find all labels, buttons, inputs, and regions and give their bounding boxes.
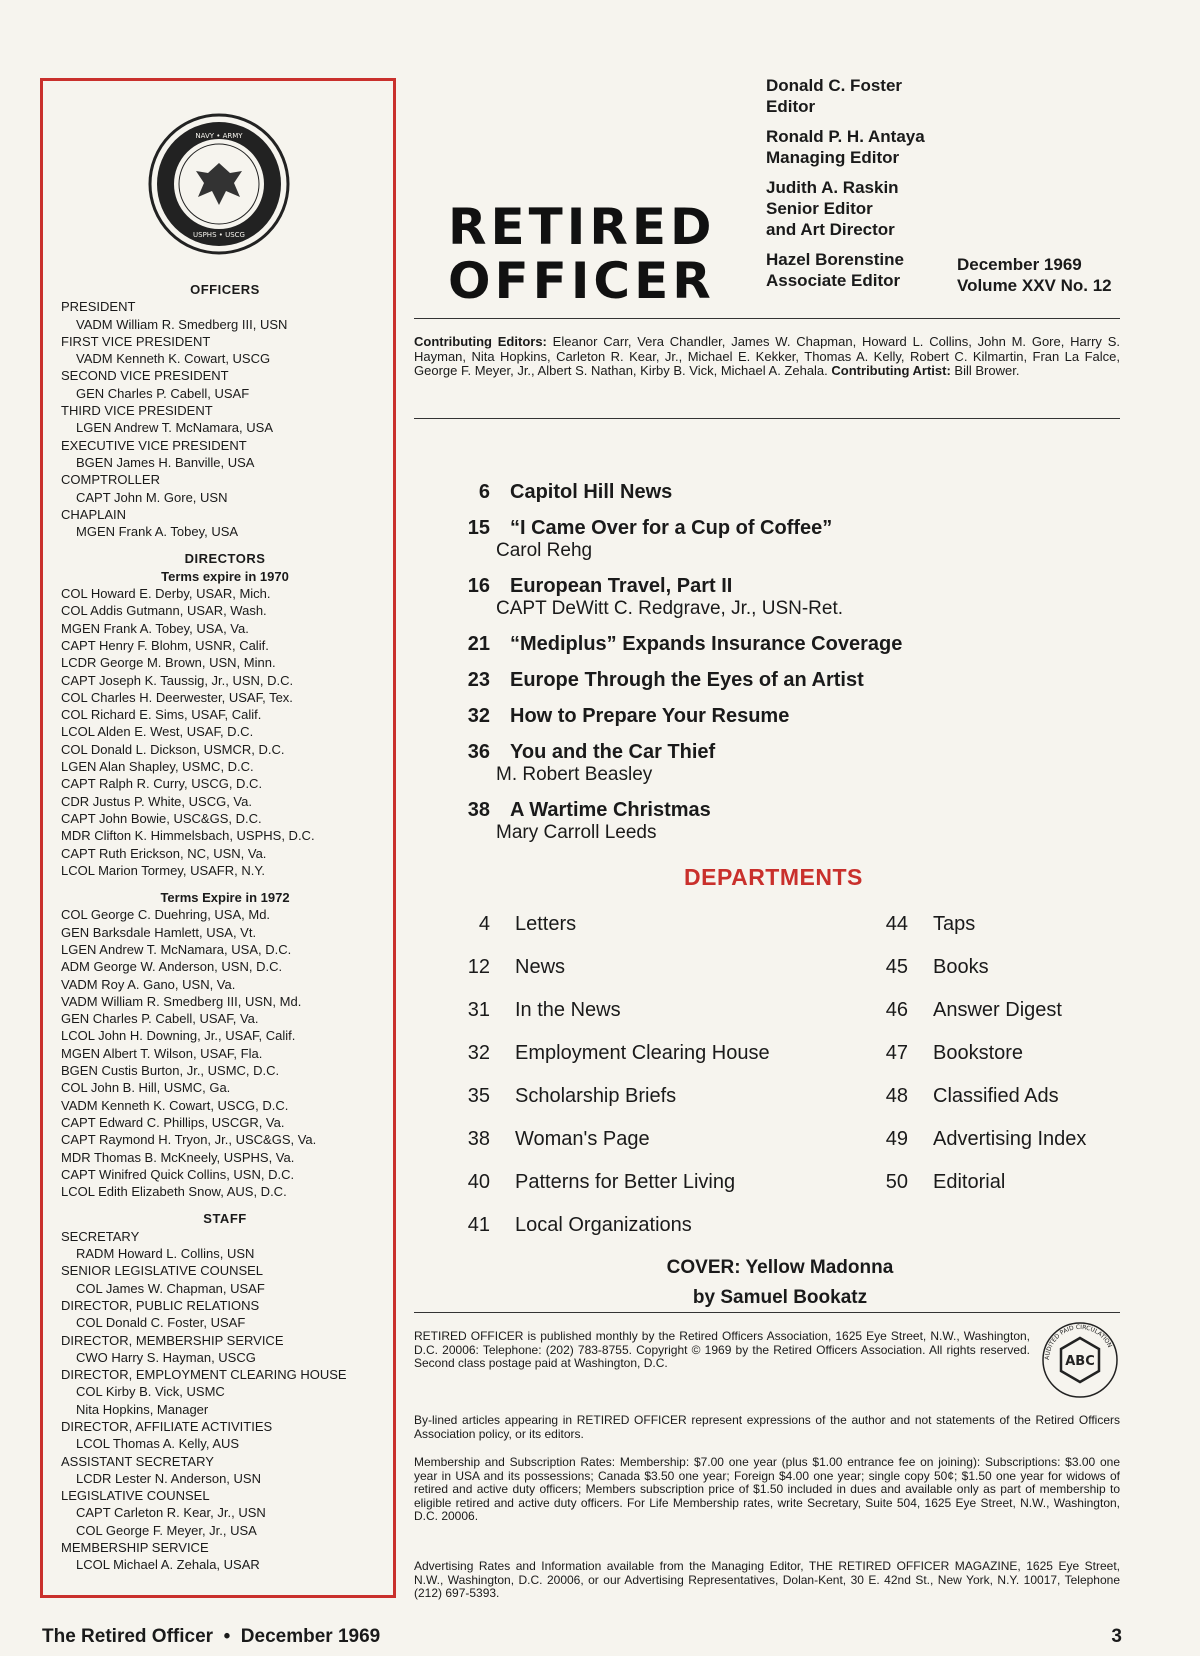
terms-1970-heading: Terms expire in 1970 xyxy=(161,568,289,584)
director-name: COL Donald L. Dickson, USMCR, D.C. xyxy=(61,741,285,757)
editor-list xyxy=(766,75,966,300)
department-page: 32 xyxy=(467,1042,490,1064)
director-name: LGEN Alan Shapley, USMC, D.C. xyxy=(61,759,254,775)
abc-seal-ring: AUDITED PAID CIRCULATION xyxy=(1043,1323,1114,1361)
divider xyxy=(414,1312,1120,1313)
publication-notice: RETIRED OFFICER is published monthly by the Retired Officers Association, 1625 Eye Street, N.W., Washington, D.C. 20006: Telephone: (202) 783-8755. Copyright © 1969 by the Retired Officers Association. All rights reserved. Second class postage paid at Washington, D.C. xyxy=(414,1329,1030,1371)
editor-title: Senior Editor and Art Director xyxy=(766,199,895,239)
departments-heading: DEPARTMENTS xyxy=(684,864,863,890)
article-page: 21 xyxy=(467,633,490,655)
department-page: 50 xyxy=(885,1171,908,1193)
department-label: In the News xyxy=(515,999,621,1021)
article-row xyxy=(440,668,1120,692)
staff-name: COL George F. Meyer, Jr., USA xyxy=(76,1522,257,1538)
article-entry xyxy=(440,668,1120,692)
director-name: CAPT Ralph R. Curry, USCG, D.C. xyxy=(61,776,263,792)
abc-seal-center: ABC xyxy=(1065,1354,1095,1369)
department-page: 49 xyxy=(885,1128,908,1150)
staff-name: CWO Harry S. Hayman, USCG xyxy=(76,1349,256,1365)
department-page: 40 xyxy=(467,1171,490,1193)
editor-title: Managing Editor xyxy=(766,148,900,167)
department-page: 35 xyxy=(467,1085,490,1107)
officer-role: EXECUTIVE VICE PRESIDENT xyxy=(61,437,247,453)
director-name: COL Howard E. Derby, USAR, Mich. xyxy=(61,586,271,602)
article-title: “Mediplus” Expands Insurance Coverage xyxy=(510,633,903,655)
director-name: COL George C. Duehring, USA, Md. xyxy=(61,907,271,923)
department-label: Editorial xyxy=(933,1171,1006,1193)
staff-name: LCDR Lester N. Anderson, USN xyxy=(76,1470,261,1486)
director-name: COL Richard E. Sims, USAF, Calif. xyxy=(61,707,262,723)
editor-name: Donald C. Foster xyxy=(766,76,903,95)
director-name: LCOL Alden E. West, USAF, D.C. xyxy=(61,724,254,740)
director-name: CAPT Henry F. Blohm, USNR, Calif. xyxy=(61,637,269,653)
officer-role: THIRD VICE PRESIDENT xyxy=(61,403,213,419)
editor-entry xyxy=(766,249,966,291)
divider xyxy=(414,418,1120,419)
officer-role: SECOND VICE PRESIDENT xyxy=(61,368,229,384)
contributors xyxy=(414,335,1120,379)
officers-heading: OFFICERS xyxy=(190,282,260,297)
department-label: Bookstore xyxy=(933,1042,1024,1064)
svg-text:NAVY • ARMY: NAVY • ARMY xyxy=(195,132,243,140)
svg-text:USPHS • USCG: USPHS • USCG xyxy=(193,231,245,239)
advertising-notice: Advertising Rates and Information available from the Managing Editor, THE RETIRED OFFICER MAGAZINE, 1625 Eye Street, N.W., Washington, D.C. 20006, or our Advertising Representatives, Dolan-Kent, 30 E. 42nd St., New York, N.Y. 10017, Telephone (212) 697-5393. xyxy=(414,1559,1120,1601)
director-name: CDR Justus P. White, USCG, Va. xyxy=(61,793,252,809)
cover-title: COVER: Yellow Madonna xyxy=(666,1257,894,1278)
department-label: Books xyxy=(933,956,989,978)
director-name: MGEN Albert T. Wilson, USAF, Fla. xyxy=(61,1045,263,1061)
article-entry xyxy=(440,574,1120,620)
director-name: LCOL Edith Elizabeth Snow, AUS, D.C. xyxy=(61,1184,287,1200)
article-entry xyxy=(440,704,1120,728)
officer-name: CAPT John M. Gore, USN xyxy=(76,489,228,505)
editor-title: Associate Editor xyxy=(766,271,901,290)
byline-notice: By-lined articles appearing in RETIRED OFFICER represent expressions of the author and not statements of the Retired Officers Association policy, or its editors. xyxy=(414,1413,1120,1441)
department-page: 12 xyxy=(467,956,490,978)
staff-role: DIRECTOR, MEMBERSHIP SERVICE xyxy=(61,1332,284,1348)
article-row xyxy=(440,798,1120,822)
article-row xyxy=(440,516,1120,540)
director-name: GEN Barksdale Hamlett, USA, Vt. xyxy=(61,924,257,940)
editor-name: Ronald P. H. Antaya xyxy=(766,127,925,146)
staff-list xyxy=(61,1228,389,1574)
article-page: 38 xyxy=(467,799,490,821)
cover-credit xyxy=(620,1253,940,1313)
editor-title: Editor xyxy=(766,97,816,116)
staff-role: SECRETARY xyxy=(61,1228,140,1244)
terms-1972-list xyxy=(61,906,389,1200)
department-page: 38 xyxy=(467,1128,490,1150)
director-name: COL John B. Hill, USMC, Ga. xyxy=(61,1080,231,1096)
department-label: Patterns for Better Living xyxy=(515,1171,736,1193)
department-label: Letters xyxy=(515,913,577,935)
editor-entry xyxy=(766,126,966,168)
department-label: Advertising Index xyxy=(933,1128,1087,1150)
director-name: LGEN Andrew T. McNamara, USA, D.C. xyxy=(61,941,292,957)
officer-role: CHAPLAIN xyxy=(61,506,127,522)
article-title: A Wartime Christmas xyxy=(510,799,711,821)
article-list xyxy=(440,480,1120,856)
article-row xyxy=(440,574,1120,598)
officer-name: BGEN James H. Banville, USA xyxy=(76,454,255,470)
artist-name: Bill Brower. xyxy=(954,363,1020,378)
officers-sidebar xyxy=(40,78,396,1598)
issue-info xyxy=(957,254,1112,296)
director-name: CAPT Edward C. Phillips, USCGR, Va. xyxy=(61,1114,285,1130)
article-row xyxy=(440,480,1120,504)
officer-name: VADM Kenneth K. Cowart, USCG xyxy=(76,351,271,367)
directors-heading: DIRECTORS xyxy=(184,551,266,567)
article-title: Europe Through the Eyes of an Artist xyxy=(510,669,864,691)
contrib-label: Contributing Editors: xyxy=(414,334,547,349)
article-page: 16 xyxy=(467,575,490,597)
department-page: 46 xyxy=(885,999,908,1021)
staff-role: ASSISTANT SECRETARY xyxy=(61,1453,214,1469)
department-page: 41 xyxy=(467,1214,490,1236)
staff-name: LCOL Michael A. Zehala, USAR xyxy=(76,1557,260,1573)
director-name: COL Charles H. Deerwester, USAF, Tex. xyxy=(61,689,293,705)
title-line-1: RETIRED xyxy=(448,198,716,256)
department-page: 48 xyxy=(885,1085,908,1107)
article-page: 15 xyxy=(467,517,490,539)
director-name: CAPT Raymond H. Tryon, Jr., USC&GS, Va. xyxy=(61,1132,317,1148)
staff-role: SENIOR LEGISLATIVE COUNSEL xyxy=(61,1263,264,1279)
article-title: “I Came Over for a Cup of Coffee” xyxy=(510,517,833,539)
director-name: CAPT John Bowie, USC&GS, D.C. xyxy=(61,810,262,826)
title-line-2: OFFICER xyxy=(448,252,715,310)
officer-role: FIRST VICE PRESIDENT xyxy=(61,333,211,349)
article-title: How to Prepare Your Resume xyxy=(510,705,790,727)
department-label: News xyxy=(515,956,566,978)
article-row xyxy=(440,704,1120,728)
terms-1972-heading: Terms Expire in 1972 xyxy=(160,890,290,906)
editor-name: Hazel Borenstine xyxy=(766,250,904,269)
divider xyxy=(414,318,1120,319)
article-page: 36 xyxy=(467,741,490,763)
association-seal xyxy=(148,113,290,255)
issue-date: December 1969 xyxy=(957,255,1082,274)
director-name: LCOL Marion Tormey, USAFR, N.Y. xyxy=(61,862,265,878)
staff-name: Nita Hopkins, Manager xyxy=(76,1401,209,1417)
staff-role: DIRECTOR, PUBLIC RELATIONS xyxy=(61,1297,260,1313)
director-name: ADM George W. Anderson, USN, D.C. xyxy=(61,959,283,975)
staff-heading: STAFF xyxy=(203,1211,247,1227)
staff-role: DIRECTOR, EMPLOYMENT CLEARING HOUSE xyxy=(61,1367,347,1383)
article-entry xyxy=(440,632,1120,656)
editor-name: Judith A. Raskin xyxy=(766,178,899,197)
director-name: CAPT Winifred Quick Collins, USN, D.C. xyxy=(61,1166,295,1182)
director-name: LCDR George M. Brown, USN, Minn. xyxy=(61,655,276,671)
page-footer xyxy=(42,1626,1122,1648)
staff-role: MEMBERSHIP SERVICE xyxy=(61,1540,209,1556)
cover-artist: by Samuel Bookatz xyxy=(692,1287,868,1308)
director-name: CAPT Ruth Erickson, NC, USN, Va. xyxy=(61,845,267,861)
article-row xyxy=(440,632,1120,656)
article-title: You and the Car Thief xyxy=(510,741,716,763)
department-label: Taps xyxy=(933,913,976,935)
officer-name: LGEN Andrew T. McNamara, USA xyxy=(76,420,273,436)
director-name: LCOL John H. Downing, Jr., USAF, Calif. xyxy=(61,1028,296,1044)
article-entry xyxy=(440,516,1120,562)
department-page: 31 xyxy=(467,999,490,1021)
article-author: CAPT DeWitt C. Redgrave, Jr., USN-Ret. xyxy=(496,598,844,619)
contrib-names: Eleanor Carr, Vera Chandler, James W. Chapman, Howard L. Collins, John M. Gore, Harry S. Hayman, Nita Hopkins, Carleton R. Kear, Jr., Michael E. Kekker, Thomas A. Kelly, Robert C. Kilmartin, Fran La Falce, George F. Meyer, Jr., Albert S. Nathan, Kirby B. Vick, Michael A. Zehala. xyxy=(414,334,1120,378)
staff-name: CAPT Carleton R. Kear, Jr., USN xyxy=(76,1505,266,1521)
director-name: MGEN Frank A. Tobey, USA, Va. xyxy=(61,620,249,636)
artist-label: Contributing Artist: xyxy=(831,363,951,378)
editor-entry xyxy=(766,75,966,117)
director-name: VADM Roy A. Gano, USN, Va. xyxy=(61,976,236,992)
page-number: 3 xyxy=(1111,1626,1122,1647)
department-label: Classified Ads xyxy=(933,1085,1059,1107)
staff-role: DIRECTOR, AFFILIATE ACTIVITIES xyxy=(61,1419,273,1434)
abc-audit-seal xyxy=(1040,1320,1120,1400)
department-label: Woman's Page xyxy=(515,1128,650,1150)
director-name: VADM Kenneth K. Cowart, USCG, D.C. xyxy=(61,1097,289,1113)
director-name: GEN Charles P. Cabell, USAF, Va. xyxy=(61,1011,259,1027)
terms-1970-list xyxy=(61,585,389,879)
article-author: Mary Carroll Leeds xyxy=(496,822,657,843)
article-entry xyxy=(440,798,1120,844)
article-author: M. Robert Beasley xyxy=(496,764,653,785)
officer-role: PRESIDENT xyxy=(61,299,136,315)
department-label: Local Organizations xyxy=(515,1214,692,1236)
officer-name: MGEN Frank A. Tobey, USA xyxy=(76,524,239,540)
article-page: 6 xyxy=(478,481,490,503)
article-author: Carol Rehg xyxy=(496,540,593,561)
article-row xyxy=(440,740,1120,764)
director-name: CAPT Joseph K. Taussig, Jr., USN, D.C. xyxy=(61,672,294,688)
roster xyxy=(61,281,389,1574)
staff-name: LCOL Thomas A. Kelly, AUS xyxy=(76,1436,240,1452)
director-name: VADM William R. Smedberg III, USN, Md. xyxy=(61,993,302,1009)
article-title: European Travel, Part II xyxy=(510,575,733,597)
staff-role: LEGISLATIVE COUNSEL xyxy=(61,1488,210,1504)
article-entry xyxy=(440,480,1120,504)
officer-name: GEN Charles P. Cabell, USAF xyxy=(76,385,250,401)
article-title: Capitol Hill News xyxy=(510,481,673,503)
article-page: 32 xyxy=(467,705,490,727)
rates-notice: Membership and Subscription Rates: Membership: $7.00 one year (plus $1.00 entrance fee on joining): Subscriptions: $3.00 one year in USA and its possessions; Canada $3.50 one year; Foreign $4.00 one year; single copy 50¢; $1.50 one year for widows of retired and active duty officers; Members subscription price of $1.50 included in dues and available only as part of membership to eligible retired and active duty officers. For Life Membership rates, write Secretary, Suite 504, 1625 Eye Street, N.W., Washington, D.C. 20006. xyxy=(414,1455,1120,1524)
department-label: Answer Digest xyxy=(933,999,1062,1021)
department-page: 4 xyxy=(478,913,490,935)
article-entry xyxy=(440,740,1120,786)
footer-publication: The Retired Officer • December 1969 xyxy=(42,1626,381,1647)
director-name: MDR Clifton K. Himmelsbach, USPHS, D.C. xyxy=(61,828,315,844)
staff-name: COL James W. Chapman, USAF xyxy=(76,1280,265,1296)
director-name: COL Addis Gutmann, USAR, Wash. xyxy=(61,603,267,619)
department-label: Scholarship Briefs xyxy=(515,1085,677,1107)
article-page: 23 xyxy=(467,669,490,691)
director-name: MDR Thomas B. McKneely, USPHS, Va. xyxy=(61,1149,295,1165)
department-page: 44 xyxy=(885,913,908,935)
staff-name: COL Kirby B. Vick, USMC xyxy=(76,1384,225,1400)
department-page: 47 xyxy=(885,1042,908,1064)
officers-list xyxy=(61,298,389,540)
staff-name: COL Donald C. Foster, USAF xyxy=(76,1315,246,1331)
issue-volume: Volume XXV No. 12 xyxy=(957,276,1112,295)
staff-name: RADM Howard L. Collins, USN xyxy=(76,1246,255,1262)
department-page: 45 xyxy=(885,956,908,978)
officer-name: VADM William R. Smedberg III, USN xyxy=(76,316,288,332)
editor-entry xyxy=(766,177,966,240)
director-name: BGEN Custis Burton, Jr., USMC, D.C. xyxy=(61,1063,280,1079)
officer-role: COMPTROLLER xyxy=(61,472,160,488)
magazine-title xyxy=(448,200,716,308)
department-label: Employment Clearing House xyxy=(515,1042,770,1064)
